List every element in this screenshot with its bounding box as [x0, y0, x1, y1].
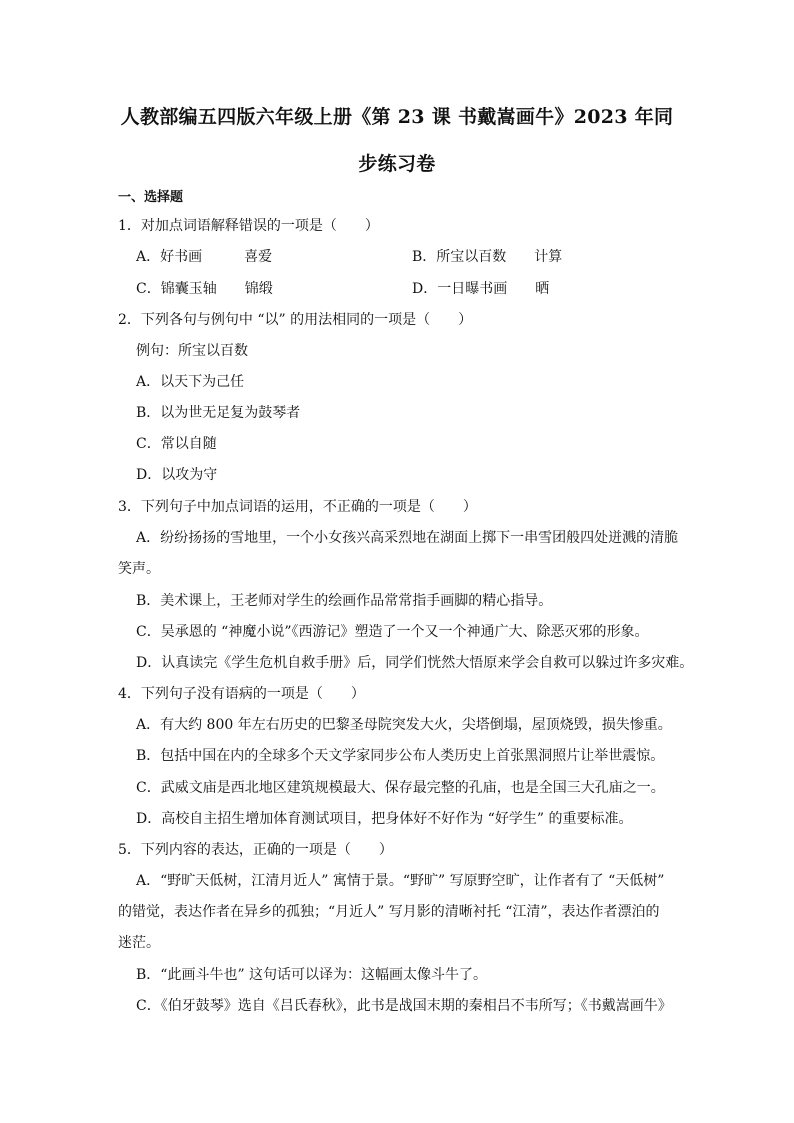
q3-option-a-line1: A．纷纷扬扬的雪地里，一个小女孩兴高采烈地在湖面上掷下一串雪团般四处迸溅的清脆 [136, 530, 679, 546]
q2-option-b: B．以为世无足复为鼓琴者 [136, 405, 301, 421]
q3-option-a-line2: 笑声。 [118, 561, 160, 577]
q2-example: 例句：所宝以百数 [136, 343, 248, 359]
q5-option-a-line1: A．“野旷天低树，江清月近人” 寓情于景。“野旷” 写原野空旷，让作者有了 “天低树” [136, 873, 665, 889]
q1-stem: 1．对加点词语解释错误的一项是（ ） [118, 218, 379, 234]
q4-stem: 4．下列句子没有语病的一项是（ ） [118, 686, 365, 702]
q4-option-a: A．有大约 800 年左右历史的巴黎圣母院突发大火，尖塔倒塌，屋顶烧毁，损失惨重。 [136, 717, 672, 733]
page-title [110, 94, 684, 188]
q5-option-a-line3: 迷茫。 [118, 935, 160, 951]
q3-option-b: B．美术课上，王老师对学生的绘画作品常常指手画脚的精心指导。 [136, 593, 553, 609]
q2-option-d: D．以攻为守 [136, 467, 218, 483]
q3-option-c: C．吴承恩的 “神魔小说”《西游记》塑造了一个又一个神通广大、除恶灭邪的形象。 [136, 624, 649, 640]
q3-stem: 3．下列句子中加点词语的运用，不正确的一项是（ ） [118, 499, 477, 515]
title-line-2: 步练习卷 [358, 153, 436, 175]
title-line-1: 人教部编五四版六年级上册《第 23 课 书戴嵩画牛》2023 年同 [120, 106, 674, 128]
q1-option-c: C．锦囊玉轴 锦缎 [136, 281, 273, 297]
q4-option-c: C．武威文庙是西北地区建筑规模最大、保存最完整的孔庙，也是全国三大孔庙之一。 [136, 780, 665, 796]
q4-option-d: D．高校自主招生增加体育测试项目，把身体好不好作为 “好学生” 的重要标准。 [136, 811, 633, 827]
q1-option-b: B．所宝以百数 计算 [412, 249, 563, 265]
q5-option-c: C．《伯牙鼓琴》选自《吕氏春秋》，此书是战国末期的秦相吕不韦所写；《书戴嵩画牛》 [136, 998, 672, 1014]
q1-option-a: A．好书画 喜爱 [136, 249, 273, 265]
section-heading: 一、选择题 [118, 190, 184, 205]
q3-option-d: D．认真读完《学生危机自救手册》后，同学们恍然大悟原来学会自救可以躲过许多灾难。 [136, 655, 694, 671]
q2-option-c: C．常以自随 [136, 436, 217, 452]
q2-option-a: A．以天下为己任 [136, 374, 245, 390]
q4-option-b: B．包括中国在内的全球多个天文学家同步公布人类历史上首张黑洞照片让举世震惊。 [136, 748, 665, 764]
q5-option-a-line2: 的错觉，表达作者在异乡的孤独；“月近人” 写月影的清晰衬托 “江清”，表达作者漂泊的 [118, 904, 660, 920]
q2-stem: 2．下列各句与例句中 “以” 的用法相同的一项是（ ） [118, 312, 473, 328]
q5-stem: 5．下列内容的表达，正确的一项是（ ） [118, 842, 393, 858]
q5-option-b: B．“此画斗牛也” 这句话可以译为：这幅画太像斗牛了。 [136, 967, 488, 983]
q1-option-d: D．一日曝书画 晒 [412, 281, 550, 297]
